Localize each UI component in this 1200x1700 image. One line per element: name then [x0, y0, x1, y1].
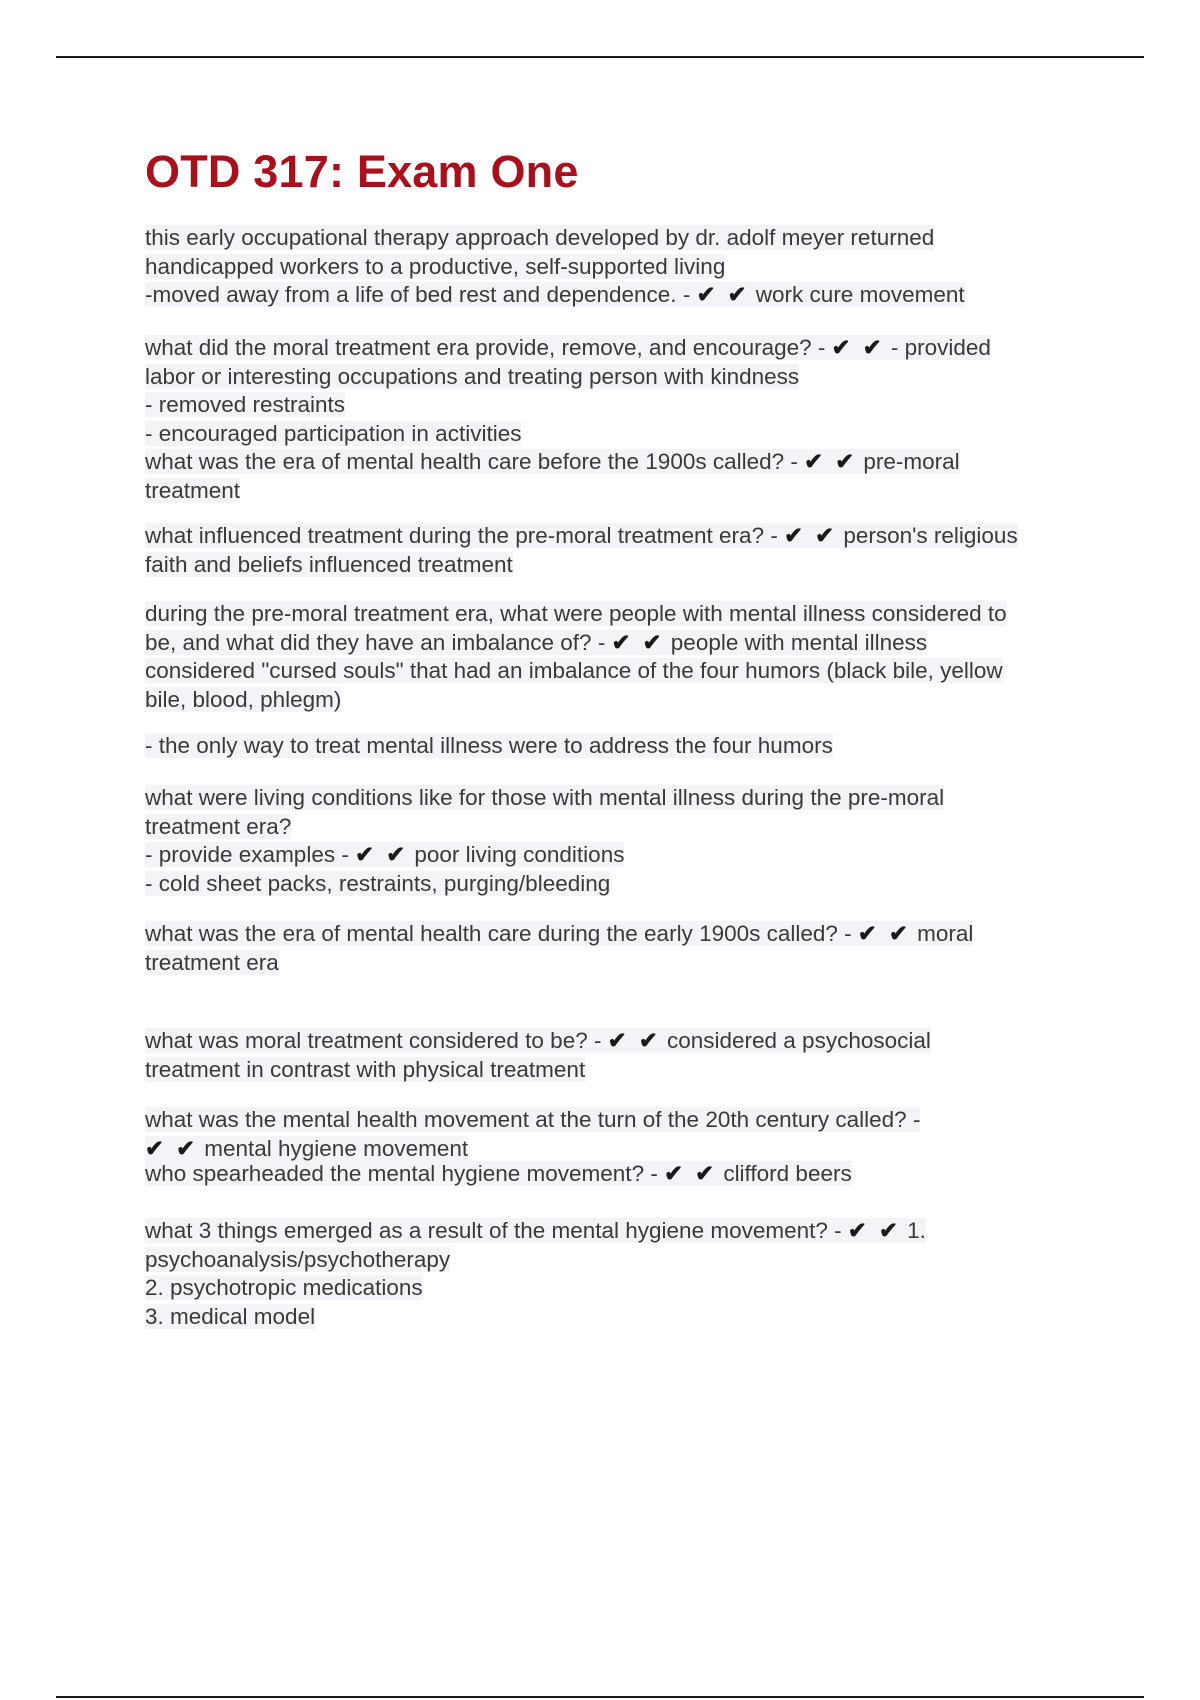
qa-entry: [145, 522, 1018, 579]
double-check-icon: ✔ ✔: [784, 523, 838, 548]
qa-entry: [145, 1160, 852, 1189]
double-check-icon: ✔ ✔: [145, 1135, 198, 1161]
question-text: who spearheaded the mental hygiene movement? -: [145, 1161, 665, 1186]
line-text: psychoanalysis/psychotherapy: [145, 1246, 451, 1272]
line-text: what was the mental health movement at the turn of the 20th century called? -: [145, 1107, 921, 1132]
question-text: what 3 things emerged as a result of the mental hygiene movement? -: [145, 1218, 848, 1243]
double-check-icon: ✔ ✔: [664, 1161, 718, 1186]
answer-text: mental hygiene movement: [204, 1135, 469, 1161]
line-text: faith and beliefs influenced treatment: [145, 551, 513, 577]
entry-line: [145, 281, 965, 310]
line-text: during the pre-moral treatment era, what were people with mental illness considered to: [145, 601, 1007, 626]
entry-line: [145, 224, 965, 253]
double-check-icon: ✔ ✔: [847, 1218, 901, 1243]
answer-text: - provided: [890, 335, 991, 360]
entry-line: [145, 334, 991, 363]
double-check-icon: ✔ ✔: [831, 335, 885, 360]
answer-text: moral: [917, 921, 974, 946]
line-text: treatment in contrast with physical treatment: [145, 1056, 586, 1082]
answer-text: person's religious: [843, 523, 1018, 548]
entry-line: [145, 551, 1018, 580]
line-text: 2. psychotropic medications: [145, 1275, 423, 1300]
double-check-icon: ✔ ✔: [611, 629, 665, 655]
entry-line: [145, 477, 991, 506]
entry-line: [145, 841, 944, 870]
question-text: - provide examples -: [145, 842, 356, 867]
entry-line: [145, 391, 991, 420]
entry-line: [145, 1217, 926, 1246]
answer-text: 1.: [907, 1218, 926, 1243]
line-text: bile, blood, phlegm): [145, 686, 342, 712]
entry-line: [145, 920, 973, 949]
line-text: treatment era?: [145, 813, 292, 839]
line-text: what were living conditions like for those with mental illness during the pre-moral: [145, 785, 945, 810]
entry-line: [145, 784, 944, 813]
qa-entry: [145, 784, 944, 898]
entry-line: [145, 1027, 931, 1056]
qa-entry: [145, 732, 833, 761]
question-text: what was the era of mental health care during the early 1900s called? -: [145, 921, 858, 946]
entry-line: [145, 949, 973, 978]
entry-line: [145, 420, 991, 449]
answer-text: poor living conditions: [414, 842, 625, 867]
question-text: what influenced treatment during the pre-moral treatment era? -: [145, 523, 785, 548]
question-text: what did the moral treatment era provide, remove, and encourage? -: [145, 335, 832, 360]
line-text: - the only way to treat mental illness were to address the four humors: [145, 733, 833, 758]
double-check-icon: ✔ ✔: [355, 842, 409, 867]
entry-line: [145, 1106, 920, 1135]
answer-text: work cure movement: [755, 282, 965, 307]
qa-entry: [145, 224, 965, 310]
double-check-icon: ✔ ✔: [696, 282, 750, 307]
entry-line: [145, 1303, 926, 1332]
qa-entry: [145, 1027, 931, 1084]
qa-entry: [145, 334, 991, 505]
double-check-icon: ✔ ✔: [607, 1028, 661, 1053]
line-text: this early occupational therapy approach developed by dr. adolf meyer returned: [145, 225, 935, 250]
entry-line: [145, 448, 991, 477]
entry-line: [145, 732, 833, 761]
entry-line: [145, 1135, 920, 1164]
entry-line: [145, 813, 944, 842]
line-text: - cold sheet packs, restraints, purging/bleeding: [145, 870, 611, 896]
top-rule: [56, 56, 1144, 58]
answer-text: people with mental illness: [670, 629, 928, 655]
qa-entry: [145, 600, 1007, 714]
line-text: labor or interesting occupations and treating person with kindness: [145, 363, 800, 389]
answer-text: considered a psychosocial: [666, 1028, 931, 1053]
entry-line: [145, 870, 944, 899]
entry-line: [145, 253, 965, 282]
entry-line: [145, 1246, 926, 1275]
line-text: 3. medical model: [145, 1303, 316, 1329]
line-text: - encouraged participation in activities: [145, 420, 522, 446]
bottom-rule: [56, 1696, 1144, 1698]
answer-text: clifford beers: [723, 1161, 852, 1186]
entry-line: [145, 600, 1007, 629]
line-text: handicapped workers to a productive, self-supported living: [145, 253, 726, 279]
line-text: - removed restraints: [145, 392, 346, 417]
entry-line: [145, 1056, 931, 1085]
qa-entry: [145, 1217, 926, 1331]
answer-text: pre-moral: [863, 449, 960, 474]
qa-entry: [145, 1106, 920, 1163]
question-text: what was the era of mental health care before the 1900s called? -: [145, 449, 805, 474]
line-text: considered "cursed souls" that had an imbalance of the four humors (black bile, yellow: [145, 658, 1003, 683]
entry-line: [145, 686, 1007, 715]
question-text: be, and what did they have an imbalance of? -: [145, 629, 612, 655]
question-text: what was moral treatment considered to be? -: [145, 1028, 608, 1053]
line-text: treatment era: [145, 949, 279, 975]
entry-line: [145, 657, 1007, 686]
entry-line: [145, 363, 991, 392]
qa-entry: [145, 920, 973, 977]
entry-line: [145, 1160, 852, 1189]
line-text: treatment: [145, 477, 241, 503]
entry-line: [145, 522, 1018, 551]
double-check-icon: ✔ ✔: [804, 449, 858, 474]
question-text: -moved away from a life of bed rest and dependence. -: [145, 282, 697, 307]
double-check-icon: ✔ ✔: [857, 921, 911, 946]
entry-line: [145, 1274, 926, 1303]
entry-line: [145, 629, 1007, 658]
page-title: OTD 317: Exam One: [145, 146, 579, 197]
